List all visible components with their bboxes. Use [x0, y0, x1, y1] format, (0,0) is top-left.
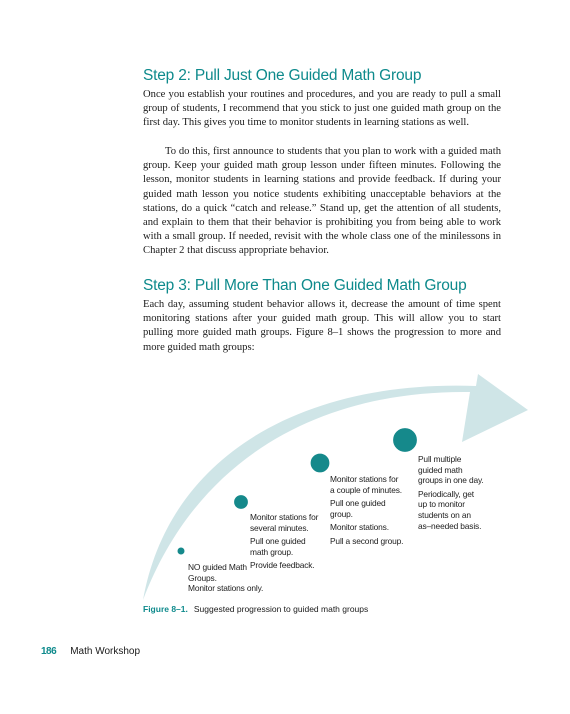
stage4-line: up to monitor	[418, 499, 465, 510]
figure-caption-text: Suggested progression to guided math groups	[193, 604, 369, 614]
book-title: Math Workshop	[70, 646, 141, 657]
stage2-line: several minutes.	[250, 522, 309, 533]
stage1-line: Monitor stations only.	[188, 583, 264, 594]
step2-paragraph-1: Once you establish your routines and procedures, and you are ready to pull a small group of students, I recommend that you stick to just one guided math group on the first day. This gives you time to monitor students in learning stations as well.	[143, 89, 501, 129]
stage1-line: NO guided Math	[188, 562, 247, 572]
stage2-line: Provide feedback.	[250, 560, 315, 571]
stage1-dot	[178, 548, 185, 555]
stage2-line: Monitor stations for	[250, 512, 319, 522]
step2-paragraph-2: To do this, first announce to students that you plan to work with a guided math group. Keep your guided math group lesson under fifteen minutes. Following the lesson, monitor students in learning stations and provide feedback. If during your guided math lesson you notice students exhibiting unacceptable behaviors at the stations, do a quick “catch and release.” Stand up, get the attention of all students, and explain to them that their behavior is prohibiting you from being able to work with a small group. If needed, revisit with the whole class one of the minilessons in Chapter 2 that discuss appropriate behavior.	[143, 146, 501, 257]
stage4-line: as–needed basis.	[418, 520, 482, 531]
stage3-label	[330, 474, 403, 547]
stage3-line: a couple of minutes.	[330, 484, 402, 495]
stage3-line: Monitor stations.	[330, 522, 389, 533]
stage4-line: groups in one day.	[418, 475, 484, 486]
stage1-line: Groups.	[188, 572, 217, 583]
stage3-line: Pull one guided	[330, 498, 386, 509]
stage4-line: Periodically, get	[418, 488, 474, 499]
figure-number: Figure 8–1.	[143, 604, 188, 614]
stage2-label	[250, 512, 318, 571]
stage2-line: math group.	[250, 546, 294, 557]
stage4-line: guided math	[418, 464, 463, 475]
stage2-dot	[234, 495, 249, 510]
figure-caption	[143, 604, 368, 614]
stage2-line: Pull one guided	[250, 536, 306, 547]
page-footer	[41, 646, 140, 657]
step2-heading: Step 2: Pull Just One Guided Math Group	[143, 67, 422, 84]
step3-heading: Step 3: Pull More Than One Guided Math Group	[143, 277, 467, 294]
stage3-line: group.	[330, 508, 353, 519]
stage4-label	[418, 454, 484, 531]
stage4-line: students on an	[418, 509, 471, 520]
stage4-line: Pull multiple	[418, 454, 462, 464]
stage3-line: Monitor stations for	[330, 474, 399, 484]
stage4-dot	[393, 428, 418, 453]
stage3-line: Pull a second group.	[330, 535, 404, 546]
page-number: 186	[41, 646, 57, 657]
step3-paragraph-1: Each day, assuming student behavior allows it, decrease the amount of time spent monitoring stations after your guided math group. This will allow you to start pulling more guided math groups. Figure 8–1 shows the progression to more and more guided math groups:	[143, 299, 501, 353]
stage3-dot	[310, 453, 330, 473]
